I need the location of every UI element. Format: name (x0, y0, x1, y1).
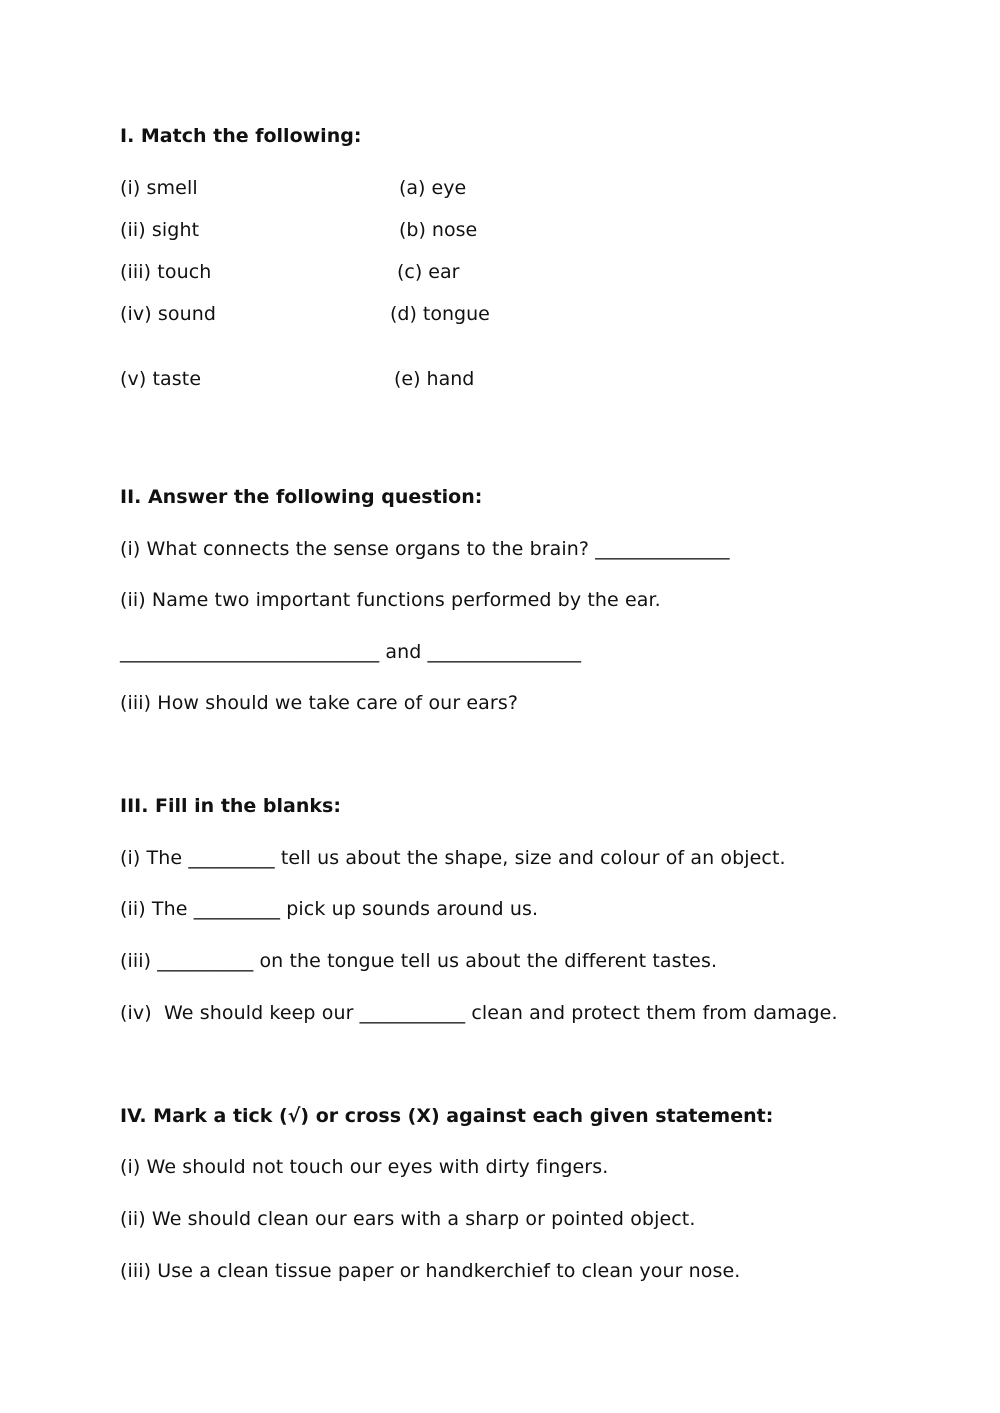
question-2-3: (iii) How should we take care of our ears? (120, 692, 519, 714)
question-3-1: (i) The _________ tell us about the shape, size and colour of an object. (120, 847, 786, 869)
match-left-1: (i) smell (120, 177, 198, 199)
question-3-2: (ii) The _________ pick up sounds around us. (120, 898, 539, 920)
match-left-4: (iv) sound (120, 303, 217, 325)
match-left-3: (iii) touch (120, 261, 212, 283)
question-2-1: (i) What connects the sense organs to the brain? ______________ (120, 538, 730, 560)
question-4-2: (ii) We should clean our ears with a sharp or pointed object. (120, 1208, 696, 1230)
match-right-1: (a) eye (399, 177, 467, 199)
match-right-2: (b) nose (399, 219, 478, 241)
match-left-2: (ii) sight (120, 219, 200, 241)
section-3-heading: III. Fill in the blanks: (120, 795, 341, 817)
question-3-3: (iii) __________ on the tongue tell us about the different tastes. (120, 950, 718, 972)
section-4-heading: IV. Mark a tick (√) or cross (X) against each given statement: (120, 1105, 774, 1127)
match-right-5: (e) hand (394, 368, 475, 390)
section-1-heading: I. Match the following: (120, 125, 362, 147)
question-4-3: (iii) Use a clean tissue paper or handkerchief to clean your nose. (120, 1260, 741, 1282)
section-2-heading: II. Answer the following question: (120, 486, 483, 508)
question-2-2-blanks: ___________________________ and ________________ (120, 641, 582, 663)
question-2-2: (ii) Name two important functions performed by the ear. (120, 589, 661, 611)
question-4-1: (i) We should not touch our eyes with dirty fingers. (120, 1156, 609, 1178)
match-right-3: (c) ear (397, 261, 460, 283)
match-left-5: (v) taste (120, 368, 202, 390)
question-3-4: (iv) We should keep our ___________ clean and protect them from damage. (120, 1002, 838, 1024)
match-right-4: (d) tongue (390, 303, 490, 325)
